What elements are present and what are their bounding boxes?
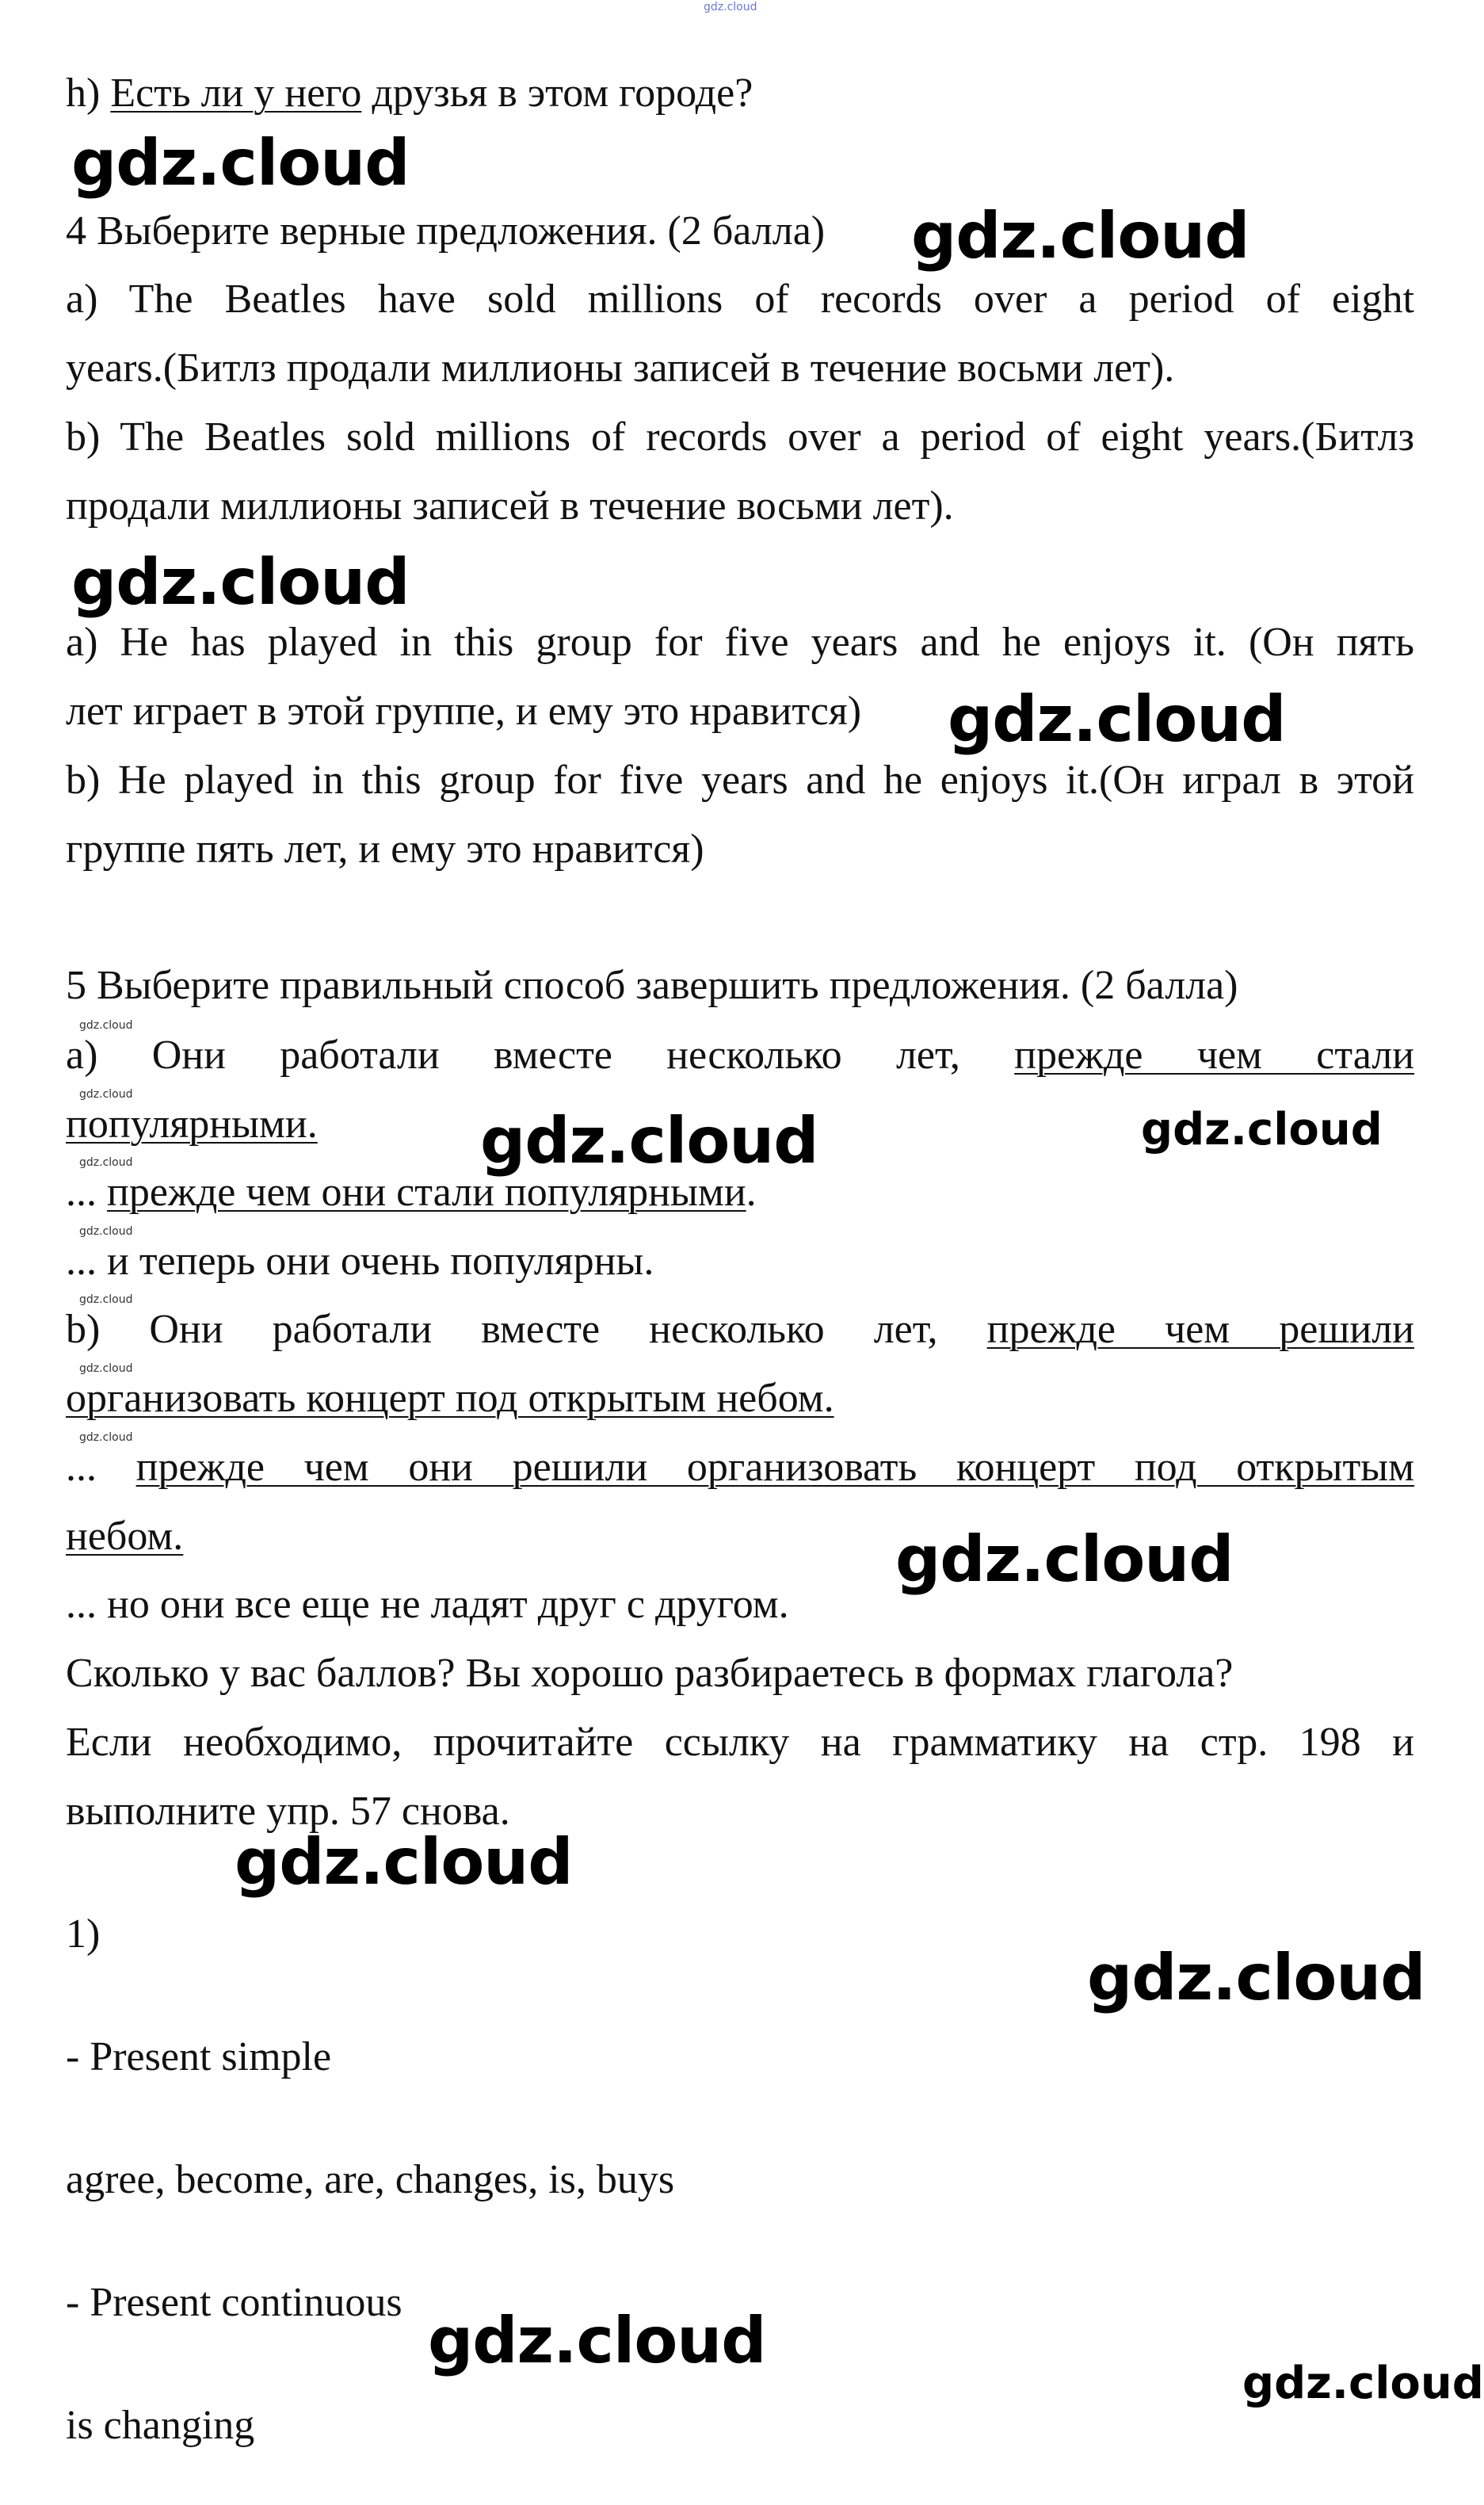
small-watermark: gdz.cloud: [79, 1431, 133, 1444]
present-simple-heading: - Present simple: [66, 2034, 332, 2079]
task4-a2-line1: a) He has played in this group for five years and he enjoys it. (Он пять: [66, 620, 1414, 665]
task5-a-option1: ... прежде чем они стали популярными.: [66, 1170, 757, 1215]
task4-title: 4 Выберите верные предложения. (2 балла): [66, 208, 826, 254]
task4-b2-line1: b) He played in this group for five years and he enjoys it.(Он играл в этой: [66, 758, 1414, 803]
watermark: gdz.cloud: [480, 1104, 818, 1178]
small-watermark: gdz.cloud: [79, 1293, 133, 1306]
present-continuous-heading: - Present continuous: [66, 2280, 402, 2325]
advice-line2: выполните упр. 57 снова.: [66, 1789, 510, 1834]
task4-b1-line2: продали миллионы записей в течение восьми лет).: [66, 483, 954, 529]
task5-a-line1: a) Они работали вместе несколько лет, прежде чем стали: [66, 1033, 1415, 1078]
watermark: gdz.cloud: [1242, 2358, 1484, 2409]
task5-b-option2: ... но они все еще не ладят друг с другом.: [66, 1582, 789, 1627]
watermark: gdz.cloud: [948, 682, 1286, 756]
small-watermark: gdz.cloud: [79, 1362, 133, 1375]
present-simple-words: agree, become, are, changes, is, buys: [66, 2157, 675, 2202]
present-continuous-words: is changing: [66, 2403, 255, 2448]
task5-a-option2: ... и теперь они очень популярны.: [66, 1239, 654, 1284]
task5-a-line2: популярными.: [66, 1102, 318, 1147]
task5-b-option1-line1: ... прежде чем они решили организовать концерт под открытым: [66, 1445, 1415, 1490]
watermark: gdz.cloud: [1087, 1941, 1425, 2014]
advice-line1: Если необходимо, прочитайте ссылку на грамматику на стр. 198 и: [66, 1720, 1414, 1765]
watermark: gdz.cloud: [235, 1825, 573, 1899]
watermark: gdz.cloud: [71, 545, 410, 619]
watermark: gdz.cloud: [895, 1522, 1234, 1596]
score-question: Сколько у вас баллов? Вы хорошо разбираетесь в формах глагола?: [66, 1651, 1234, 1696]
task4-a2-line2: лет играет в этой группе, и ему это нравится): [66, 689, 862, 734]
task4-a1-line1: a) The Beatles have sold millions of records over a period of eight: [66, 277, 1414, 322]
watermark: gdz.cloud: [428, 2304, 766, 2377]
task5-b-line1: b) Они работали вместе несколько лет, прежде чем решили: [66, 1307, 1414, 1352]
watermark: gdz.cloud: [1141, 1104, 1383, 1155]
watermark: gdz.cloud: [71, 126, 410, 200]
small-watermark: gdz.cloud: [79, 1019, 133, 1032]
task5-b-option1-line2: небом.: [66, 1514, 184, 1559]
small-watermark: gdz.cloud: [79, 1225, 133, 1238]
small-watermark: gdz.cloud: [79, 1088, 133, 1101]
small-watermark: gdz.cloud: [79, 1156, 133, 1169]
task5-b-line2: организовать концерт под открытым небом.: [66, 1376, 834, 1421]
watermark: gdz.cloud: [911, 199, 1249, 273]
task5-title: 5 Выберите правильный способ завершить предложения. (2 балла): [66, 963, 1238, 1008]
task4-a1-line2: years.(Битлз продали миллионы записей в течение восьми лет).: [66, 346, 1175, 391]
answer-number: 1): [66, 1911, 101, 1957]
task4-b1-line1: b) The Beatles sold millions of records over a period of eight years.(Битлз: [66, 414, 1414, 460]
h-question-line: h) Есть ли у него друзья в этом городе?: [66, 71, 753, 116]
top-watermark: gdz.cloud: [704, 1, 757, 13]
task4-b2-line2: группе пять лет, и ему это нравится): [66, 827, 704, 872]
